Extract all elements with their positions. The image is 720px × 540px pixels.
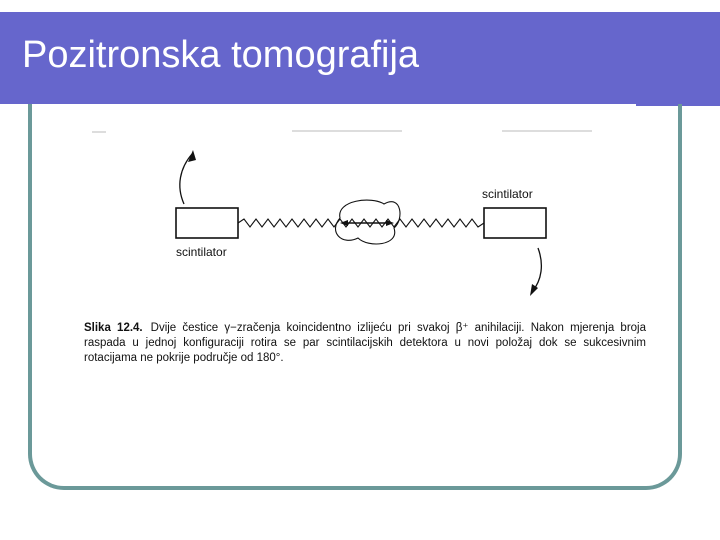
scan-artifacts [92,131,592,132]
figure-caption [84,321,646,366]
right-detector-label: scintilator [482,187,533,201]
left-scintillator [176,208,238,238]
right-scintillator [484,208,546,238]
left-rotation-arrow [180,154,192,204]
left-detector-label: scintilator [176,245,227,259]
pet-detector-diagram [72,124,662,314]
slide-title: Pozitronska tomografija [22,34,420,76]
title-bar [0,12,720,106]
caption-label: Slika 12.4. [84,322,143,334]
caption-text: Dvije čestice γ−zračenja koincidentno izlijeću pri svakoj β⁺ anihilaciji. Nakon mjerenja broja raspada u jednoj konfiguraciji rotira se par scintilacijskih detektora u novi položaj dok se sukcesivnim rotacijama ne pokrije područje od 180°. [84,322,647,364]
left-arrow-head [188,150,196,162]
